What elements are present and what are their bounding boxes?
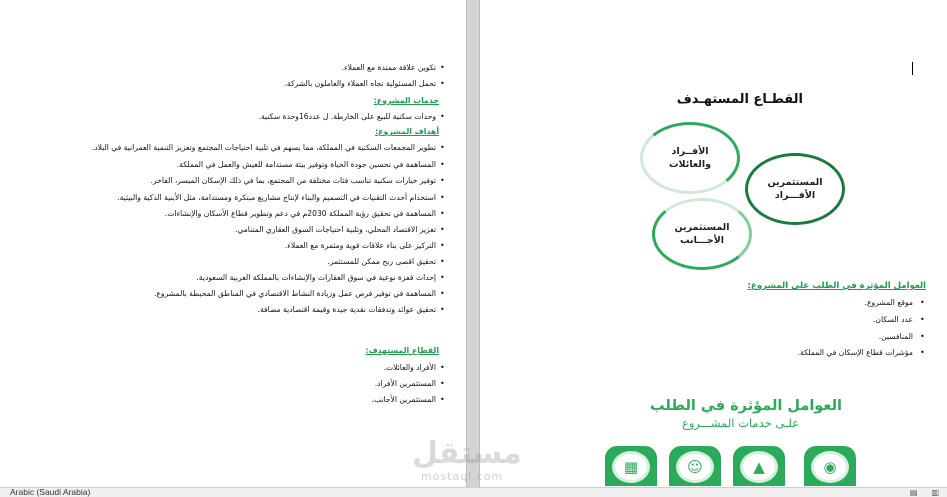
bullet: • — [920, 298, 925, 307]
goal-line: المساهمة في تحقيق رؤية المملكة 2030م في دعم وتطوير قطاع الأسكان والإنشاءات. — [164, 209, 436, 218]
goal-line: التركيز على بناء علاقات قوية ومثمرة مع العملاء. — [284, 241, 436, 250]
bullet: • — [920, 348, 925, 357]
bullet: • — [440, 79, 445, 88]
goal-line: تحقيق اقصى ربح ممكن للمستثمر. — [327, 257, 436, 266]
bullet: • — [440, 176, 445, 185]
building-icon: ▦ — [623, 457, 639, 476]
bullet: • — [440, 112, 445, 121]
read-mode-icon[interactable]: ▤ — [909, 488, 918, 497]
print-layout-icon[interactable]: ▥ — [931, 488, 939, 497]
bullet: • — [440, 395, 445, 404]
view-buttons — [910, 488, 939, 497]
bullet: • — [440, 193, 445, 202]
goal-line: تطوير المجمعات السكنية في المملكة، مما يسهم في تلبية احتياجات المجتمع وتعزيز التنمية العمرانية في البلاد. — [91, 143, 436, 152]
language-indicator[interactable]: Arabic (Saudi Arabia) — [10, 487, 91, 497]
target-line: المستثمرين الأفراد. — [374, 379, 436, 388]
bullet: • — [440, 241, 445, 250]
banner-subtitle: علـى خدمات المشـــروع — [681, 416, 799, 430]
bullet: • — [440, 379, 445, 388]
target-heading: القطاع المستهدف: — [365, 346, 439, 355]
watermark-logo: مستقل — [412, 436, 522, 471]
goal-line: المساهمة في تحسين جودة الحياة وتوفير بيئة مستدامة للعيش والعمل في المملكة. — [176, 160, 436, 169]
bullet: • — [440, 209, 445, 218]
goal-line: المساهمة في توفير فرص عمل وزيادة النشاط الاقتصادي في المناطق المحيطة بالمشروع. — [153, 289, 436, 298]
bullet: • — [440, 257, 445, 266]
factor-line: عدد السكان. — [872, 315, 913, 324]
goal-line: تحقيق عوائد وتدفقات نقدية جيدة وقيمة اقتصادية مضافة. — [257, 305, 436, 314]
people-icon-card — [669, 446, 721, 486]
bullet: • — [440, 305, 445, 314]
map-pin-icon-card — [804, 446, 856, 486]
factors-heading: العوامل المؤثرة في الطلب على المشروع: — [747, 281, 926, 291]
status-bar — [0, 487, 947, 497]
bullet: • — [440, 363, 445, 372]
factor-line: موقع المشروع. — [864, 298, 913, 307]
map-pin-icon: ◉ — [823, 457, 837, 476]
people-icon: ☺ — [687, 457, 703, 476]
services-heading: خدمات المشروع: — [373, 96, 439, 105]
building-icon-card — [605, 446, 657, 486]
goal-line: استخدام أحدث التقنيات في التصميم والبناء لإنتاج مشاريع مبتكرة ومستدامة، مثل الأبنية الذكية والبيئية. — [117, 193, 436, 202]
intro-line: تكوين علاقة ممتدة مع العملاء. — [341, 63, 436, 72]
bullet: • — [440, 289, 445, 298]
goals-heading: أهداف المشروع: — [375, 127, 439, 136]
bullet: • — [440, 63, 445, 72]
page-gutter — [466, 0, 480, 487]
text-cursor — [912, 62, 913, 75]
factor-line: مؤشرات قطاع الإسكان في المملكة. — [797, 348, 913, 357]
bullet: • — [440, 225, 445, 234]
goal-line: توفير خيارات سكنية تناسب فئات مختلفة من المجتمع، بما في ذلك الإسكان الميسر، الفاخر. — [150, 176, 436, 185]
bullet: • — [440, 160, 445, 169]
target-line: الأفراد والعائلات. — [383, 363, 436, 372]
bullet: • — [920, 315, 925, 324]
bullet: • — [440, 143, 445, 152]
bullet: • — [440, 273, 445, 282]
target-circle-foreign-investors: المستثمرين الأجـــانب — [652, 198, 752, 270]
target-circle-individual-investors: المستثمرين الأفـــراد — [745, 153, 845, 225]
intro-line: تحمل المسئولية تجاه العملاء والعاملون بالشركة. — [284, 79, 436, 88]
watermark-url: mostaql.com — [421, 470, 504, 483]
goal-line: إحداث قفزة نوعية في سوق العقارات والإنشاءات بالمملكة العربية السعودية. — [196, 273, 436, 282]
target-circle-individuals: الأفــراد والعائلات — [640, 122, 740, 194]
document-page-left — [0, 0, 466, 487]
chart-icon: ▲ — [753, 457, 765, 476]
target-line: المستثمرين الأجانب. — [371, 395, 436, 404]
bullet: • — [920, 332, 925, 341]
factor-line: المنافسين. — [878, 332, 913, 341]
chart-icon-card — [733, 446, 785, 486]
goal-line: تعزيز الاقتصاد المحلي، وتلبية احتياجات السوق العقاري المتنامي. — [234, 225, 436, 234]
banner-title: العوامل المؤثرة في الطلب — [650, 398, 842, 414]
section-title: القطـاع المستهـدف — [676, 92, 803, 107]
service-line: وحدات سكنية للبيع على الخارطة. ل عدد16وحدة سكنية. — [258, 112, 436, 121]
